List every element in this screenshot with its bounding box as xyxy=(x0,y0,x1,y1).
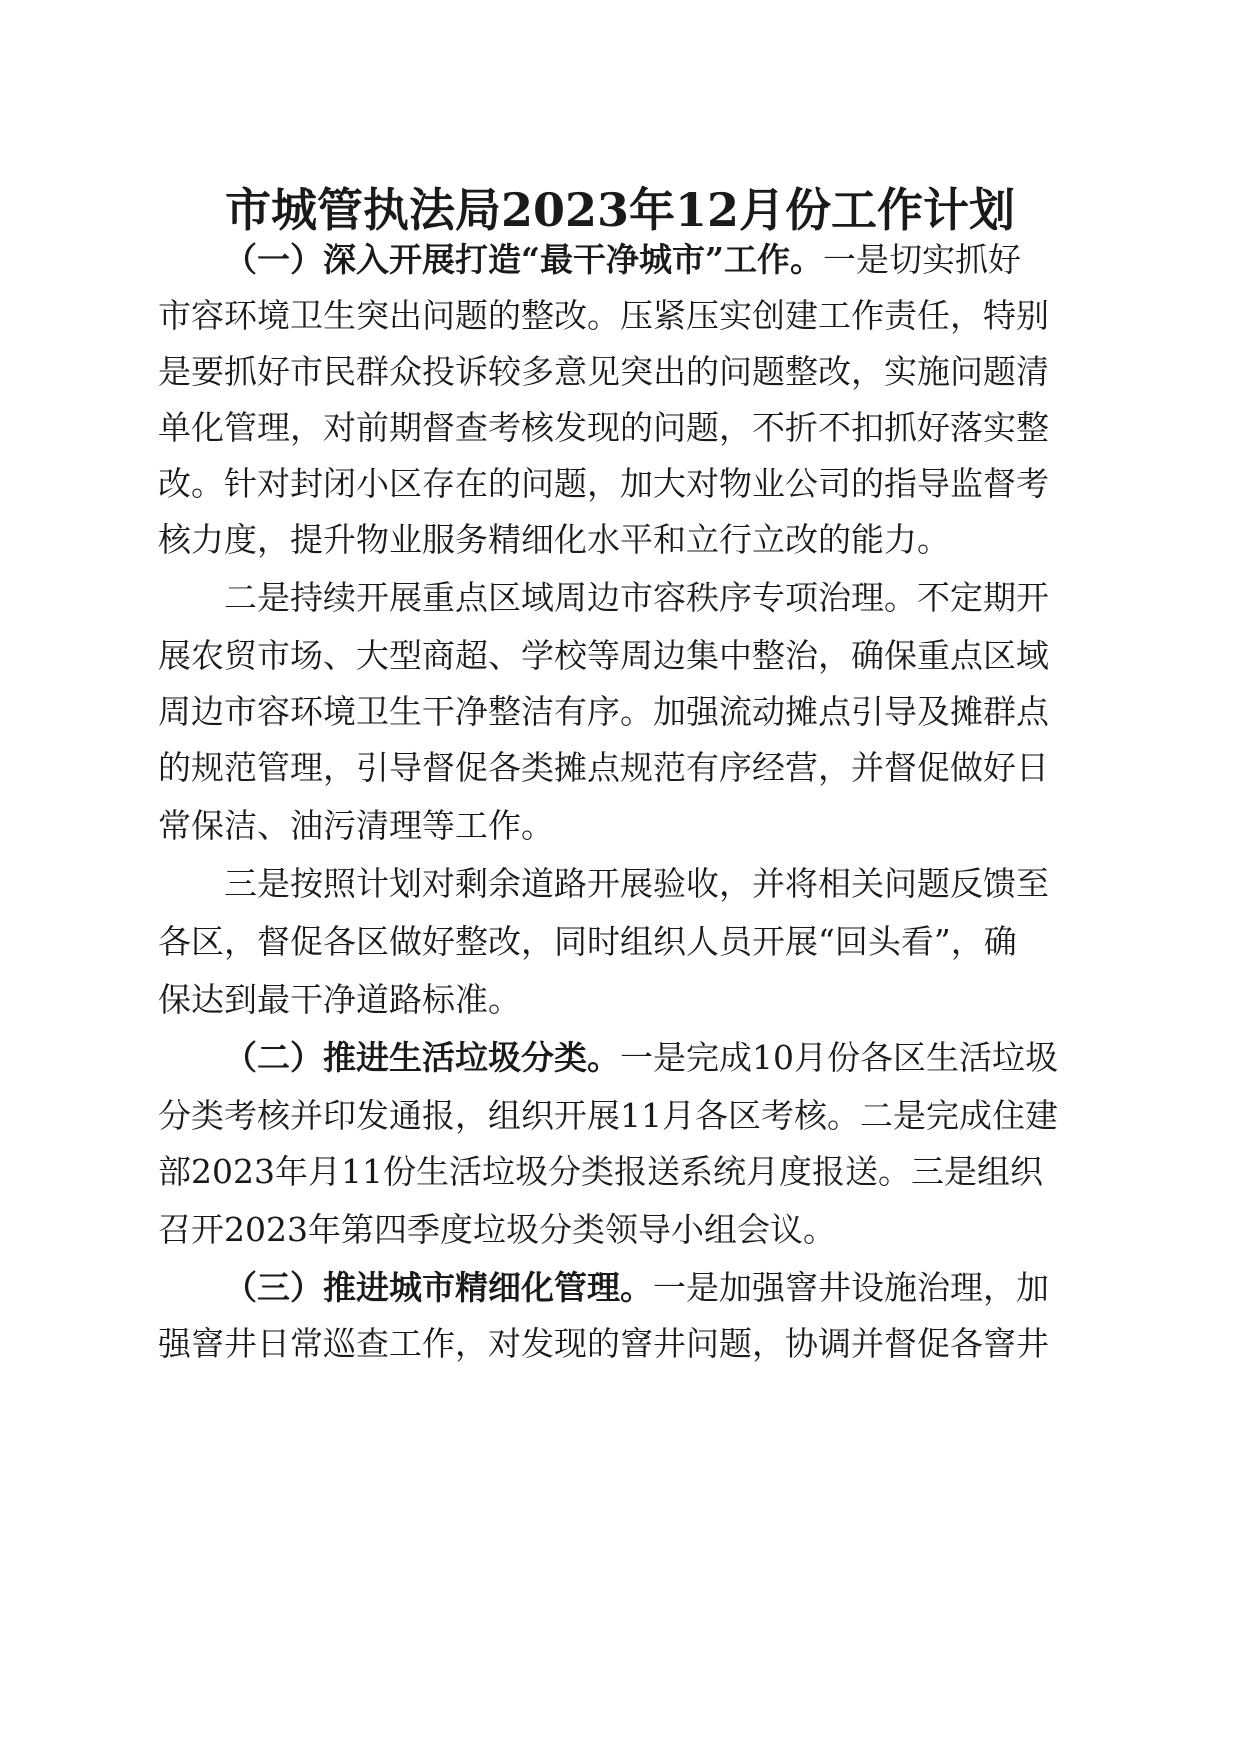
line-text: 二是持续开展重点区域周边市容秩序专项治理。不定期开 xyxy=(224,578,1049,617)
line-text: 单化管理，对前期督查考核发现的问题，不折不扣抓好落实整 xyxy=(158,408,1049,447)
line-text: 一是加强窨井设施治理，加 xyxy=(653,1268,1049,1307)
line-text: 市容环境卫生突出问题的整改。压紧压实创建工作责任，特别 xyxy=(158,296,1049,335)
paragraph-line xyxy=(158,684,1118,740)
line-text: 保达到最干净道路标准。 xyxy=(158,980,521,1019)
paragraph-line xyxy=(158,344,1118,400)
section-heading: （二）推进生活垃圾分类。 xyxy=(224,1038,620,1077)
paragraph-line xyxy=(224,1260,1118,1316)
section-heading: （一）深入开展打造“最干净城市”工作。 xyxy=(224,240,823,279)
line-text: 是要抓好市民群众投诉较多意见突出的问题整改，实施问题清 xyxy=(158,352,1049,391)
paragraph-line xyxy=(158,512,1118,568)
line-text: 改。针对封闭小区存在的问题，加大对物业公司的指导监督考 xyxy=(158,464,1049,503)
paragraph-line xyxy=(158,456,1118,512)
document-title: 市城管执法局2023年12月份工作计划 xyxy=(224,183,1016,237)
line-text: 分类考核并印发通报，组织开展11月各区考核。二是完成住建 xyxy=(158,1096,1058,1135)
line-text: 核力度，提升物业服务精细化水平和立行立改的能力。 xyxy=(158,520,950,559)
paragraph-line xyxy=(158,1202,1118,1258)
paragraph-line xyxy=(224,1030,1118,1086)
paragraph-line xyxy=(224,570,1118,626)
paragraph-line xyxy=(158,1144,1118,1200)
line-text: 部2023年月11份生活垃圾分类报送系统月度报送。三是组织 xyxy=(158,1152,1043,1191)
paragraph-line xyxy=(158,798,1118,854)
line-text: 展农贸市场、大型商超、学校等周边集中整治，确保重点区域 xyxy=(158,636,1049,675)
line-text: 强窨井日常巡查工作，对发现的窨井问题，协调并督促各窨井 xyxy=(158,1324,1049,1363)
line-text: 召开2023年第四季度垃圾分类领导小组会议。 xyxy=(158,1210,836,1249)
paragraph-line xyxy=(224,232,1118,288)
line-text: 三是按照计划对剩余道路开展验收，并将相关问题反馈至 xyxy=(224,864,1049,903)
paragraph-line xyxy=(158,400,1118,456)
paragraph-line xyxy=(158,972,1118,1028)
paragraph-line xyxy=(224,856,1118,912)
paragraph-line xyxy=(158,1316,1118,1372)
paragraph-line xyxy=(158,1088,1118,1144)
line-text: 周边市容环境卫生干净整洁有序。加强流动摊点引导及摊群点 xyxy=(158,692,1049,731)
line-text: 一是完成10月份各区生活垃圾 xyxy=(620,1038,1058,1077)
paragraph-line xyxy=(158,628,1118,684)
line-text: 一是切实抓好 xyxy=(822,240,1021,279)
line-text: 各区，督促各区做好整改，同时组织人员开展“回头看”，确 xyxy=(158,922,1017,961)
line-text: 常保洁、油污清理等工作。 xyxy=(158,806,554,845)
line-text: 的规范管理，引导督促各类摊点规范有序经营，并督促做好日 xyxy=(158,748,1049,787)
section-heading: （三）推进城市精细化管理。 xyxy=(224,1268,653,1307)
paragraph-line xyxy=(158,914,1118,970)
paragraph-line xyxy=(158,288,1118,344)
paragraph-line xyxy=(158,740,1118,796)
